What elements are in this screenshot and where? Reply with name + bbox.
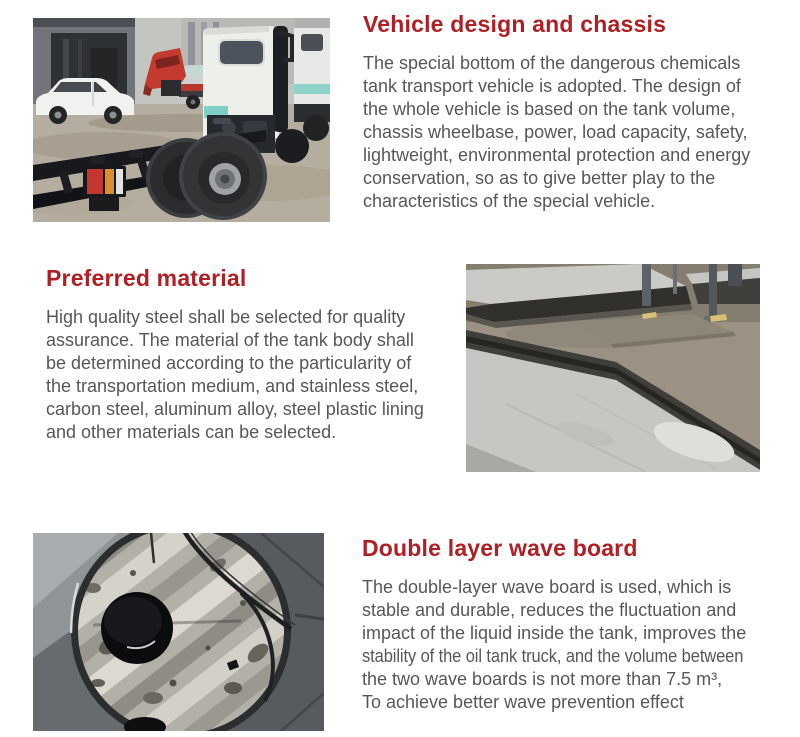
steel-plates-photo: [466, 264, 760, 472]
body-line: characteristics of the special vehicle.: [363, 191, 656, 211]
tank-wave-board-photo: [33, 533, 324, 731]
section-preferred-material: [46, 264, 466, 444]
body-line: The special bottom of the dangerous chemicals: [363, 53, 741, 73]
body-line: chassis wheelbase, power, load capacity, safety,: [363, 122, 748, 142]
body-line: and other materials can be selected.: [46, 422, 337, 442]
section-body: [363, 52, 796, 213]
body-line: assurance. The material of the tank body shall: [46, 330, 414, 350]
body-line: lightweight, environmental protection and energy: [363, 145, 751, 165]
body-line: carbon steel, aluminum alloy, steel plastic lining: [46, 399, 424, 419]
section-double-layer-wave-board: [362, 534, 797, 714]
body-line: the whole vehicle is based on the tank volume,: [363, 99, 736, 119]
body-line: stable and durable, reduces the fluctuation and: [362, 600, 737, 620]
body-line: To achieve better wave prevention effect: [362, 692, 684, 712]
section-heading: Vehicle design and chassis: [363, 11, 667, 37]
body-line: High quality steel shall be selected for quality: [46, 307, 406, 327]
body-line: conservation, so as to give better play to the: [363, 168, 716, 188]
section-body: [362, 576, 797, 714]
body-line: be determined according to the particularity of: [46, 353, 412, 373]
section-body: [46, 306, 466, 444]
body-line: stability of the oil tank truck, and the volume between: [362, 646, 744, 666]
body-line: the transportation medium, and stainless steel,: [46, 376, 419, 396]
body-line: impact of the liquid inside the tank, improves the: [362, 623, 747, 643]
body-line: tank transport vehicle is adopted. The design of: [363, 76, 741, 96]
section-heading: Preferred material: [46, 265, 247, 291]
body-line: the two wave boards is not more than 7.5 m³,: [362, 669, 723, 689]
body-line: The double-layer wave board is used, which is: [362, 577, 732, 597]
section-vehicle-design: [363, 10, 796, 213]
section-heading: Double layer wave board: [362, 535, 638, 561]
truck-chassis-photo: [33, 18, 330, 222]
